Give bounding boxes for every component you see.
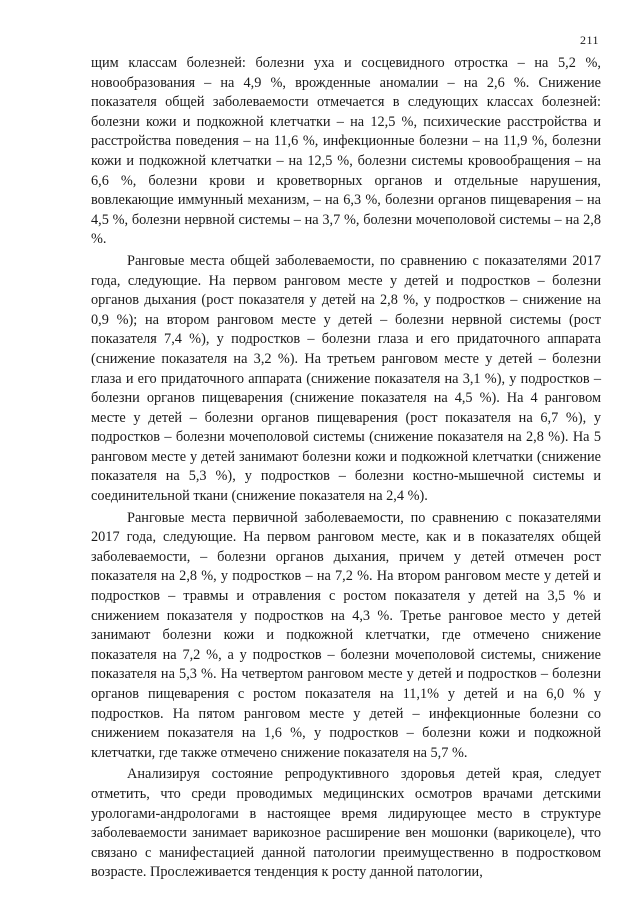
document-body <box>91 54 601 883</box>
paragraph-primary-morbidity-ranks: Ранговые места первичной заболеваемости, по сравнению с показателями 2017 года, следующие. На первом ранговом месте, как и в показателях общей заболеваемости, – болезни органов дыхания, причем у детей отмечен рост показателя на 2,8 %, у подростков – на 7,2 %. На втором ранговом месте у детей и подростков – травмы и отравления с ростом показателя у детей на 3,5 % и снижением показателя у подростков на 4,3 %. Третье ранговое место у детей занимают болезни кожи и подкожной клетчатки, где отмечено снижение показателя на 7,2 %, а у подростков – болезни мочеполовой системы, снижение показателя на 5,3 %. На четвертом ранговом месте у детей и подростков – болезни органов пищеварения с ростом показателя на 11,1% у детей и на 6,0 % у подростков. На пятом ранговом месте у детей – инфекционные болезни со снижением показателя на 1,6 %, у подростков – болезни кожи и подкожной клетчатки, где также отмечено снижение показателя на 5,7 %. <box>91 509 601 761</box>
paragraph-general-morbidity-ranks: Ранговые места общей заболеваемости, по сравнению с показателями 2017 года, следующие. На первом ранговом месте у детей и подростков – болезни органов дыхания (рост показателя у детей на 2,8 %, у подростков – снижение на 0,9 %); на втором ранговом месте у детей – болезни нервной системы (рост показателя 7,4 %), у подростков – болезни глаза и его придаточного аппарата (снижение показателя на 3,2 %). На третьем ранговом месте у детей – болезни глаза и его придаточного аппарата (снижение показателя на 3,1 %), у подростков – болезни органов пищеварения (снижение показателя на 4,5 %). На 4 ранговом месте у детей – болезни органов пищеварения (рост показателя на 6,7 %), у подростков – болезни мочеполовой системы (снижение показателя на 2,8 %). На 5 ранговом месте у детей занимают болезни кожи и подкожной клетчатки (снижение показателя на 5,3 %), у подростков – болезни костно-мышечной системы и соединительной ткани (снижение показателя на 2,4 %). <box>91 252 601 505</box>
page-number: 211 <box>579 33 599 47</box>
paragraph-reproductive-health: Анализируя состояние репродуктивного здоровья детей края, следует отметить, что среди проводимых медицинских осмотров врачами детскими урологами-андрологами в настоящее время лидирующее место в структуре заболеваемости занимает варикозное расширение вен мошонки (варикоцеле), что связано с манифестацией данной патологии преимущественно в подростковом возрасте. Прослеживается тенденция к росту данной патологии, <box>91 766 601 881</box>
paragraph-continuation: щим классам болезней: болезни уха и сосцевидного отростка – на 5,2 %, новообразования – на 4,9 %, врожденные аномалии – на 2,6 %. Снижение показателя общей заболеваемости отмечается в следующих классах болезней: болезни кожи и подкожной клетчатки – на 12,5 %, психические расстройства и расстройства поведения – на 11,6 %, инфекционные болезни – на 11,9 %, болезни кожи и подкожной клетчатки – на 12,5 %, болезни системы кровообращения – на 6,6 %, болезни крови и кроветворных органов и отдельные нарушения, вовлекающие иммунный механизм, – на 6,3 %, болезни органов пищеварения – на 4,5 %, болезни нервной системы – на 3,7 %, болезни мочеполовой системы – на 2,8 %. <box>91 55 601 248</box>
